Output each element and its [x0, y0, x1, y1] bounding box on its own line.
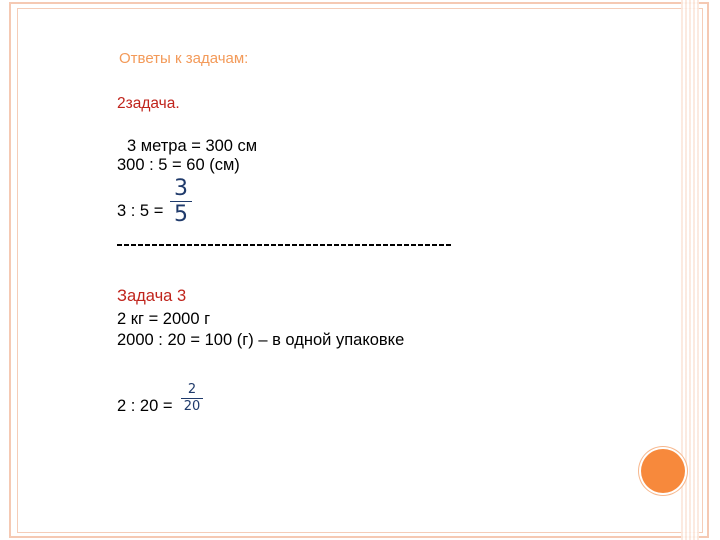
task2-line2: 300 : 5 = 60 (см) — [117, 156, 240, 174]
task3-line1: 2 кг = 2000 г — [117, 310, 211, 328]
task2-fraction — [170, 176, 192, 227]
task3-fraction-numerator: 2 — [187, 382, 197, 397]
task3-line2: 2000 : 20 = 100 (г) – в одной упаковке — [117, 331, 405, 349]
task3-fraction — [181, 382, 203, 415]
task3-fraction-denominator: 20 — [183, 399, 201, 414]
task3-line3: 2 : 20 = — [117, 397, 173, 415]
slide-frame-inner — [17, 8, 703, 533]
decorative-circle — [641, 449, 685, 493]
task2-fraction-denominator: 5 — [174, 202, 188, 227]
task2-line1: 3 метра = 300 см — [127, 137, 258, 155]
decorative-stripe — [681, 0, 699, 540]
task2-line3: 3 : 5 = — [117, 202, 164, 220]
heading: Ответы к задачам: — [119, 50, 249, 67]
separator-line — [117, 244, 452, 246]
task2-title: 2задача. — [117, 95, 180, 112]
task2-fraction-numerator: 3 — [174, 176, 188, 201]
task3-title: Задача 3 — [117, 287, 187, 305]
